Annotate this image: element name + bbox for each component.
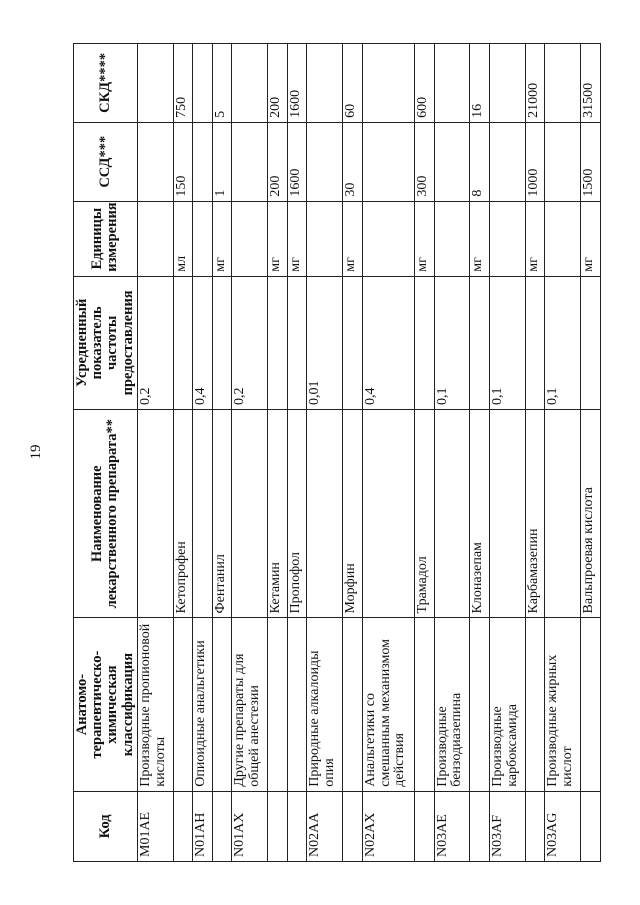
cell-frequency: 0,2: [137, 276, 173, 409]
cell-units: [362, 201, 414, 276]
cell-code: [173, 791, 193, 861]
cell-ssd: 1: [212, 122, 232, 201]
cell-frequency: [212, 276, 232, 409]
cell-code: [343, 791, 363, 861]
cell-ssd: 30: [343, 122, 363, 201]
cell-atc: [525, 618, 545, 791]
drug-table: [73, 43, 601, 862]
page-number: 19: [28, 444, 44, 460]
cell-atc: [470, 618, 490, 791]
cell-frequency: 0,1: [545, 276, 581, 409]
table-row: [137, 44, 173, 862]
cell-code: N02AX: [362, 791, 414, 861]
cell-drug-name: Пропофол: [287, 410, 307, 618]
header-units: Единицы измерения: [74, 201, 138, 276]
cell-units: [489, 201, 525, 276]
cell-ssd: 1000: [525, 122, 545, 201]
table-row: [525, 44, 545, 862]
header-ssd: ССД***: [74, 122, 138, 201]
cell-drug-name: Морфин: [343, 410, 363, 618]
cell-skd: 31500: [581, 44, 601, 123]
cell-drug-name: [545, 410, 581, 618]
cell-frequency: 0,1: [489, 276, 525, 409]
cell-frequency: 0,4: [193, 276, 213, 409]
cell-atc: [581, 618, 601, 791]
cell-skd: 1600: [287, 44, 307, 123]
cell-drug-name: Фентанил: [212, 410, 232, 618]
cell-code: N03AG: [545, 791, 581, 861]
cell-frequency: 0,1: [434, 276, 470, 409]
cell-frequency: 0,2: [232, 276, 268, 409]
cell-units: мг: [268, 201, 288, 276]
cell-code: [287, 791, 307, 861]
cell-skd: [489, 44, 525, 123]
cell-frequency: [581, 276, 601, 409]
header-skd: СКД****: [74, 44, 138, 123]
cell-code: [470, 791, 490, 861]
cell-ssd: [193, 122, 213, 201]
cell-units: мг: [581, 201, 601, 276]
table-row: [212, 44, 232, 862]
cell-drug-name: [489, 410, 525, 618]
table-row: [268, 44, 288, 862]
cell-skd: [434, 44, 470, 123]
table-header-row: [74, 44, 138, 862]
cell-skd: [362, 44, 414, 123]
page-number-wrap: [22, 430, 50, 474]
table-row: [193, 44, 213, 862]
cell-code: [581, 791, 601, 861]
cell-skd: 200: [268, 44, 288, 123]
cell-skd: 750: [173, 44, 193, 123]
cell-skd: 21000: [525, 44, 545, 123]
cell-ssd: [137, 122, 173, 201]
cell-skd: 5: [212, 44, 232, 123]
cell-frequency: [287, 276, 307, 409]
header-frequency: Усредненный показатель частоты предоставления: [74, 276, 138, 409]
cell-code: N02AA: [307, 791, 343, 861]
cell-drug-name: [307, 410, 343, 618]
cell-units: [307, 201, 343, 276]
cell-ssd: 300: [414, 122, 434, 201]
cell-drug-name: Карбамазепин: [525, 410, 545, 618]
table-row: [470, 44, 490, 862]
table-row: [414, 44, 434, 862]
cell-units: [545, 201, 581, 276]
cell-code: N03AE: [434, 791, 470, 861]
rotated-table-frame: [73, 43, 601, 862]
cell-skd: [307, 44, 343, 123]
cell-atc: Производные жирных кислот: [545, 618, 581, 791]
cell-skd: 60: [343, 44, 363, 123]
cell-units: мг: [470, 201, 490, 276]
cell-frequency: 0,01: [307, 276, 343, 409]
table-row: [489, 44, 525, 862]
cell-units: [193, 201, 213, 276]
cell-drug-name: Трамадол: [414, 410, 434, 618]
cell-skd: [137, 44, 173, 123]
cell-units: мг: [525, 201, 545, 276]
cell-drug-name: [434, 410, 470, 618]
cell-atc: [343, 618, 363, 791]
cell-atc: Производные карбоксамида: [489, 618, 525, 791]
cell-atc: [212, 618, 232, 791]
cell-atc: Опиоидные анальгетики: [193, 618, 213, 791]
cell-atc: [414, 618, 434, 791]
cell-units: мг: [414, 201, 434, 276]
table-row: [307, 44, 343, 862]
cell-units: [434, 201, 470, 276]
cell-ssd: 150: [173, 122, 193, 201]
cell-frequency: [470, 276, 490, 409]
cell-frequency: [414, 276, 434, 409]
cell-drug-name: Клоназепам: [470, 410, 490, 618]
cell-frequency: [525, 276, 545, 409]
header-drug-name: Наименование лекарственного препарата**: [74, 410, 138, 618]
table-row: [173, 44, 193, 862]
table-row: [434, 44, 470, 862]
cell-skd: [193, 44, 213, 123]
cell-atc: Производные пропионовой кислоты: [137, 618, 173, 791]
cell-atc: Производные бензодиазепина: [434, 618, 470, 791]
cell-frequency: [268, 276, 288, 409]
cell-frequency: [343, 276, 363, 409]
cell-ssd: [307, 122, 343, 201]
cell-code: [414, 791, 434, 861]
cell-drug-name: Кетамин: [268, 410, 288, 618]
cell-ssd: [434, 122, 470, 201]
table-row: [362, 44, 414, 862]
cell-code: M01AE: [137, 791, 173, 861]
cell-atc: Другие препараты для общей анестезии: [232, 618, 268, 791]
header-code: Код: [74, 791, 138, 861]
cell-atc: [287, 618, 307, 791]
table-row: [232, 44, 268, 862]
table-row: [287, 44, 307, 862]
cell-drug-name: [232, 410, 268, 618]
cell-ssd: 1600: [287, 122, 307, 201]
cell-code: [212, 791, 232, 861]
cell-frequency: [173, 276, 193, 409]
cell-skd: [232, 44, 268, 123]
cell-skd: 16: [470, 44, 490, 123]
header-atc: Анатомо-терапевтическо-химическая классификация: [74, 618, 138, 791]
table-row: [581, 44, 601, 862]
cell-code: [525, 791, 545, 861]
cell-code: N01AH: [193, 791, 213, 861]
cell-ssd: 1500: [581, 122, 601, 201]
cell-units: мл: [173, 201, 193, 276]
cell-units: [232, 201, 268, 276]
cell-drug-name: Кетопрофен: [173, 410, 193, 618]
cell-skd: [545, 44, 581, 123]
cell-ssd: [489, 122, 525, 201]
cell-ssd: [232, 122, 268, 201]
cell-atc: [268, 618, 288, 791]
cell-atc: Анальгетики со смешанным механизмом действия: [362, 618, 414, 791]
cell-code: N01AX: [232, 791, 268, 861]
cell-drug-name: [137, 410, 173, 618]
cell-drug-name: [193, 410, 213, 618]
cell-atc: Природные алкалоиды опия: [307, 618, 343, 791]
cell-units: [137, 201, 173, 276]
cell-drug-name: Вальпроевая кислота: [581, 410, 601, 618]
cell-drug-name: [362, 410, 414, 618]
cell-ssd: 8: [470, 122, 490, 201]
cell-skd: 600: [414, 44, 434, 123]
cell-ssd: 200: [268, 122, 288, 201]
cell-ssd: [545, 122, 581, 201]
cell-ssd: [362, 122, 414, 201]
cell-atc: [173, 618, 193, 791]
cell-units: мг: [343, 201, 363, 276]
table-row: [343, 44, 363, 862]
cell-units: мг: [287, 201, 307, 276]
cell-units: мг: [212, 201, 232, 276]
table-row: [545, 44, 581, 862]
cell-code: [268, 791, 288, 861]
rotated-table-container: [73, 43, 601, 862]
cell-frequency: 0,4: [362, 276, 414, 409]
cell-code: N03AF: [489, 791, 525, 861]
